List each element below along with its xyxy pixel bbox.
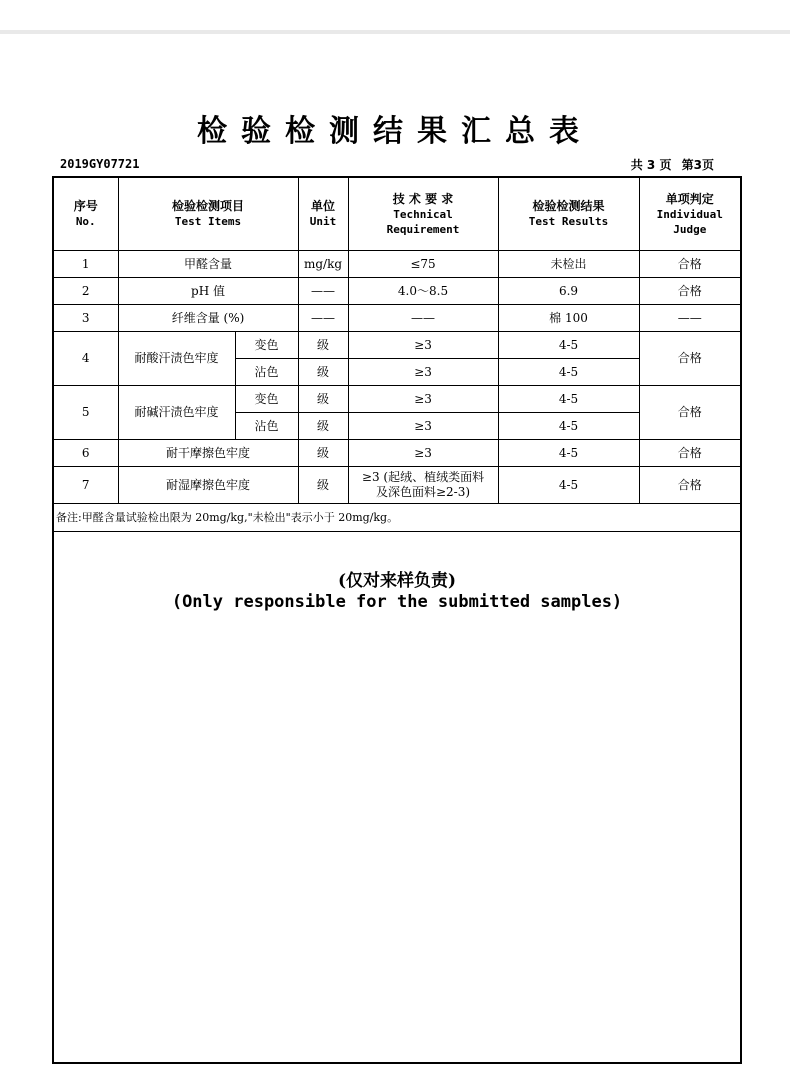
table-row bbox=[54, 332, 740, 359]
row-item: 耐酸汗渍色牢度 bbox=[118, 332, 235, 386]
row-no: 2 bbox=[54, 278, 118, 305]
results-table bbox=[54, 178, 740, 532]
results-frame bbox=[52, 176, 742, 1064]
header-unit: 单位 Unit bbox=[298, 178, 348, 251]
row-requirement: ≥3 bbox=[348, 332, 498, 359]
row-judge: —— bbox=[639, 305, 740, 332]
note-row bbox=[54, 504, 740, 532]
table-header-row bbox=[54, 178, 740, 251]
statement-en: (Only responsible for the submitted samples) bbox=[171, 592, 623, 612]
table-row bbox=[54, 440, 740, 467]
row-unit: 级 bbox=[298, 359, 348, 386]
row-no: 4 bbox=[54, 332, 118, 386]
row-unit: 级 bbox=[298, 467, 348, 504]
row-judge: 合格 bbox=[639, 332, 740, 386]
row-requirement: ≥3 bbox=[348, 413, 498, 440]
row-no: 3 bbox=[54, 305, 118, 332]
row-unit: 级 bbox=[298, 386, 348, 413]
row-requirement bbox=[348, 467, 498, 504]
row-result: 4-5 bbox=[498, 386, 639, 413]
responsibility-statement bbox=[54, 571, 740, 613]
requirement-line-1: ≥3 (起绒、植绒类面料 bbox=[361, 470, 485, 484]
document-title: 检验检测结果汇总表 bbox=[197, 114, 593, 149]
table-row bbox=[54, 278, 740, 305]
table-row bbox=[54, 467, 740, 504]
table-row bbox=[54, 251, 740, 278]
row-result: 未检出 bbox=[498, 251, 639, 278]
row-unit: 级 bbox=[298, 413, 348, 440]
row-requirement: ≤75 bbox=[348, 251, 498, 278]
header-no: 序号 No. bbox=[54, 178, 118, 251]
row-requirement: ≥3 bbox=[348, 386, 498, 413]
row-result: 4-5 bbox=[498, 332, 639, 359]
table-row bbox=[54, 305, 740, 332]
table-row bbox=[54, 386, 740, 413]
top-bar bbox=[0, 0, 790, 34]
page-current: 第3页 bbox=[681, 158, 714, 172]
row-judge: 合格 bbox=[639, 386, 740, 440]
row-subitem: 变色 bbox=[235, 386, 298, 413]
row-item: 耐干摩擦色牢度 bbox=[118, 440, 298, 467]
row-unit: —— bbox=[298, 305, 348, 332]
row-no: 5 bbox=[54, 386, 118, 440]
row-unit: 级 bbox=[298, 332, 348, 359]
row-requirement: 4.0～8.5 bbox=[348, 278, 498, 305]
row-requirement: ≥3 bbox=[348, 359, 498, 386]
header-requirement: 技 术 要 求 Technical Requirement bbox=[348, 178, 498, 251]
requirement-line-2: 及深色面料≥2-3) bbox=[375, 485, 471, 499]
row-result: 4-5 bbox=[498, 467, 639, 504]
row-item: 耐碱汗渍色牢度 bbox=[118, 386, 235, 440]
row-subitem: 沾色 bbox=[235, 413, 298, 440]
row-unit: 级 bbox=[298, 440, 348, 467]
row-judge: 合格 bbox=[639, 467, 740, 504]
row-result: 4-5 bbox=[498, 413, 639, 440]
row-item: 耐湿摩擦色牢度 bbox=[118, 467, 298, 504]
row-unit: —— bbox=[298, 278, 348, 305]
header-results: 检验检测结果 Test Results bbox=[498, 178, 639, 251]
row-result: 6.9 bbox=[498, 278, 639, 305]
row-judge: 合格 bbox=[639, 251, 740, 278]
row-subitem: 变色 bbox=[235, 332, 298, 359]
row-judge: 合格 bbox=[639, 278, 740, 305]
header-test-items: 检验检测项目 Test Items bbox=[118, 178, 298, 251]
row-no: 6 bbox=[54, 440, 118, 467]
remark-note: 备注:甲醛含量试验检出限为 20mg/kg,"未检出"表示小于 20mg/kg。 bbox=[54, 504, 740, 532]
row-subitem: 沾色 bbox=[235, 359, 298, 386]
row-no: 1 bbox=[54, 251, 118, 278]
row-result: 棉 100 bbox=[498, 305, 639, 332]
page-total: 共 3 页 bbox=[630, 158, 672, 172]
row-no: 7 bbox=[54, 467, 118, 504]
row-requirement: —— bbox=[348, 305, 498, 332]
page-indicator bbox=[625, 156, 714, 173]
row-item: 甲醛含量 bbox=[118, 251, 298, 278]
row-item: 纤维含量 (%) bbox=[118, 305, 298, 332]
row-result: 4-5 bbox=[498, 440, 639, 467]
row-item: pH 值 bbox=[118, 278, 298, 305]
row-result: 4-5 bbox=[498, 359, 639, 386]
row-judge: 合格 bbox=[639, 440, 740, 467]
row-unit: mg/kg bbox=[298, 251, 348, 278]
header-judge: 单项判定 Individual Judge bbox=[639, 178, 740, 251]
row-requirement: ≥3 bbox=[348, 440, 498, 467]
statement-cn: (仅对来样负责) bbox=[337, 571, 457, 591]
report-number: 2019GY07721 bbox=[60, 157, 140, 171]
